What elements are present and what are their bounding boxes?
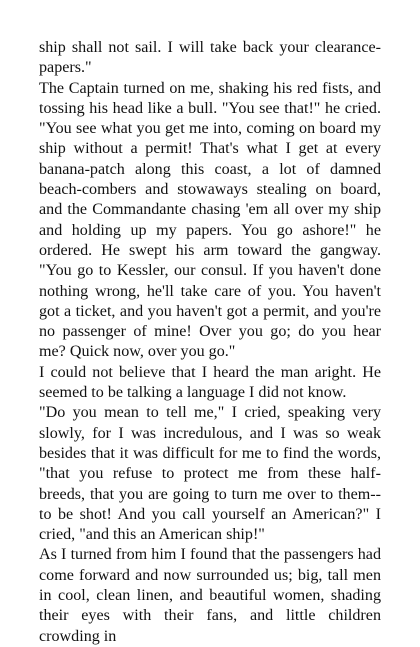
paragraph-passengers: As I turned from him I found that the passengers had come forward and now surrounded us; big, tall men in cool, clean linen, and beautiful women, shading their eyes with their fans, and little children crowding in: [39, 546, 381, 645]
page-text: [39, 38, 381, 647]
paragraph-disbelief: I could not believe that I heard the man aright. He seemed to be talking a language I did not know.: [39, 363, 381, 402]
paragraph-captain-outburst: The Captain turned on me, shaking his red fists, and tossing his head like a bull. "You see that!" he cried. "You see what you get me into, coming on board my ship without a permit! That's what I get at every banana-patch along this coast, a lot of damned beach-combers and stowaways stealing on board, and the Commandante chasing 'em all over my ship and holding up my papers. You go ashore!" he ordered. He swept his arm toward the gangway. "You go to Kessler, our consul. If you haven't done nothing wrong, he'll take care of you. You haven't got a ticket, and you haven't got a permit, and you're no passenger of mine! Over you go; do you hear me? Quick now, over you go.": [39, 79, 381, 361]
paragraph-narrator-plea: "Do you mean to tell me," I cried, speaking very slowly, for I was incredulous, and I was so weak besides that it was difficult for me to find the words, "that you refuse to protect me from these half-breeds, that you are going to turn me over to them--to be shot! And you call yourself an American?" I cried, "and this an American ship!": [39, 404, 381, 544]
paragraph-continuation: ship shall not sail. I will take back your clearance-papers.": [39, 39, 381, 77]
